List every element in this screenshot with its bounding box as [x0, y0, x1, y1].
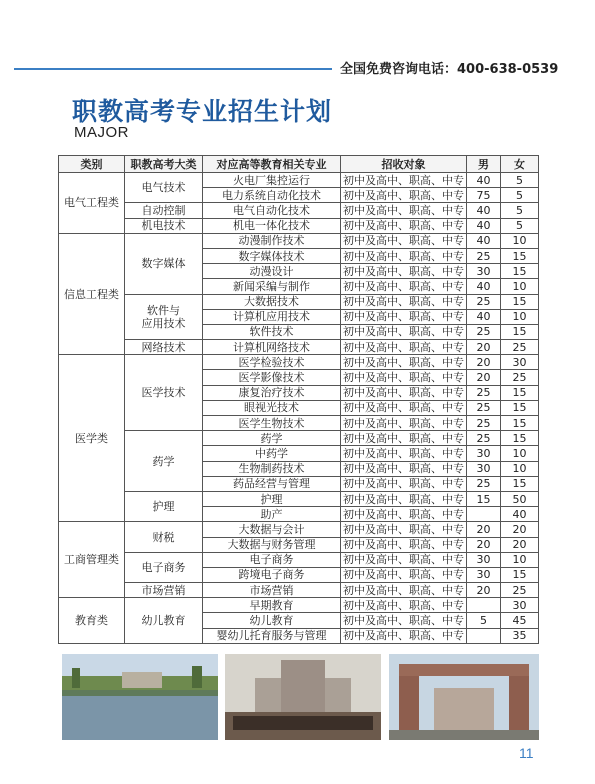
- header-female: 女: [501, 156, 539, 173]
- exam-group-cell: 电气技术: [125, 173, 203, 203]
- target-cell: 初中及高中、职高、中专: [341, 552, 467, 567]
- header-target: 招收对象: [341, 156, 467, 173]
- target-cell: 初中及高中、职高、中专: [341, 461, 467, 476]
- male-count-cell: 30: [467, 446, 501, 461]
- major-cell: 计算机应用技术: [203, 309, 341, 324]
- female-count-cell: 10: [501, 446, 539, 461]
- category-cell: 医学类: [59, 355, 125, 522]
- target-cell: 初中及高中、职高、中专: [341, 583, 467, 598]
- male-count-cell: 40: [467, 233, 501, 248]
- major-cell: 护理: [203, 491, 341, 506]
- male-count-cell: 40: [467, 218, 501, 233]
- major-cell: 早期教育: [203, 598, 341, 613]
- major-cell: 数字媒体技术: [203, 248, 341, 263]
- male-count-cell: 25: [467, 431, 501, 446]
- male-count-cell: 25: [467, 400, 501, 415]
- target-cell: 初中及高中、职高、中专: [341, 324, 467, 339]
- female-count-cell: 5: [501, 173, 539, 188]
- exam-group-cell: 护理: [125, 491, 203, 521]
- target-cell: 初中及高中、职高、中专: [341, 173, 467, 188]
- table-row: [59, 355, 539, 370]
- table-row: [59, 233, 539, 248]
- exam-group-cell: 财税: [125, 522, 203, 552]
- target-cell: 初中及高中、职高、中专: [341, 355, 467, 370]
- male-count-cell: 25: [467, 416, 501, 431]
- female-count-cell: 15: [501, 294, 539, 309]
- male-count-cell: 20: [467, 583, 501, 598]
- header-category: 类别: [59, 156, 125, 173]
- male-count-cell: 25: [467, 385, 501, 400]
- major-cell: 电子商务: [203, 552, 341, 567]
- major-cell: 医学检验技术: [203, 355, 341, 370]
- campus-lake-photo: [62, 654, 218, 740]
- major-cell: 大数据与会计: [203, 522, 341, 537]
- exam-group-cell: 医学技术: [125, 355, 203, 431]
- table-row: [59, 522, 539, 537]
- female-count-cell: 15: [501, 476, 539, 491]
- table-body: [59, 173, 539, 644]
- female-count-cell: 15: [501, 400, 539, 415]
- female-count-cell: 10: [501, 461, 539, 476]
- major-cell: 软件技术: [203, 324, 341, 339]
- female-count-cell: 50: [501, 491, 539, 506]
- female-count-cell: 10: [501, 309, 539, 324]
- male-count-cell: 20: [467, 355, 501, 370]
- target-cell: 初中及高中、职高、中专: [341, 598, 467, 613]
- target-cell: 初中及高中、职高、中专: [341, 537, 467, 552]
- major-cell: 大数据技术: [203, 294, 341, 309]
- table-row: [59, 294, 539, 309]
- exam-group-cell: 药学: [125, 431, 203, 492]
- target-cell: 初中及高中、职高、中专: [341, 613, 467, 628]
- target-cell: 初中及高中、职高、中专: [341, 233, 467, 248]
- male-count-cell: 20: [467, 370, 501, 385]
- header-major: 对应高等教育相关专业: [203, 156, 341, 173]
- male-count-cell: 30: [467, 264, 501, 279]
- major-cell: 助产: [203, 507, 341, 522]
- header-male: 男: [467, 156, 501, 173]
- female-count-cell: 15: [501, 385, 539, 400]
- table-header-row: [59, 156, 539, 173]
- exam-group-cell: 机电技术: [125, 218, 203, 233]
- table-row: [59, 173, 539, 188]
- exam-group-cell: 网络技术: [125, 340, 203, 355]
- target-cell: 初中及高中、职高、中专: [341, 264, 467, 279]
- table-row: [59, 583, 539, 598]
- exam-group-cell: 市场营销: [125, 583, 203, 598]
- male-count-cell: 15: [467, 491, 501, 506]
- female-count-cell: 15: [501, 567, 539, 582]
- female-count-cell: 15: [501, 248, 539, 263]
- male-count-cell: 40: [467, 203, 501, 218]
- female-count-cell: 25: [501, 340, 539, 355]
- target-cell: 初中及高中、职高、中专: [341, 491, 467, 506]
- female-count-cell: 30: [501, 598, 539, 613]
- major-cell: 火电厂集控运行: [203, 173, 341, 188]
- major-cell: 市场营销: [203, 583, 341, 598]
- table-row: [59, 491, 539, 506]
- target-cell: 初中及高中、职高、中专: [341, 340, 467, 355]
- female-count-cell: 30: [501, 355, 539, 370]
- exam-group-cell: 自动控制: [125, 203, 203, 218]
- target-cell: 初中及高中、职高、中专: [341, 218, 467, 233]
- female-count-cell: 25: [501, 583, 539, 598]
- table-row: [59, 552, 539, 567]
- target-cell: 初中及高中、职高、中专: [341, 567, 467, 582]
- male-count-cell: 30: [467, 567, 501, 582]
- male-count-cell: 25: [467, 324, 501, 339]
- major-cell: 康复治疗技术: [203, 385, 341, 400]
- page-title: 职教高考专业招生计划: [72, 97, 333, 126]
- male-count-cell: [467, 507, 501, 522]
- male-count-cell: 5: [467, 613, 501, 628]
- header-exam-group: 职教高考大类: [125, 156, 203, 173]
- hotline-text: 全国免费咨询电话：400-638-0539: [340, 62, 559, 77]
- target-cell: 初中及高中、职高、中专: [341, 431, 467, 446]
- exam-group-cell: 软件与 应用技术: [125, 294, 203, 340]
- male-count-cell: 40: [467, 309, 501, 324]
- page-subtitle: MAJOR: [74, 124, 129, 141]
- table-row: [59, 598, 539, 613]
- female-count-cell: 10: [501, 279, 539, 294]
- male-count-cell: 25: [467, 294, 501, 309]
- female-count-cell: 5: [501, 203, 539, 218]
- female-count-cell: 15: [501, 416, 539, 431]
- target-cell: 初中及高中、职高、中专: [341, 476, 467, 491]
- female-count-cell: 10: [501, 552, 539, 567]
- major-cell: 大数据与财务管理: [203, 537, 341, 552]
- major-cell: 医学生物技术: [203, 416, 341, 431]
- female-count-cell: 10: [501, 233, 539, 248]
- major-cell: 生物制药技术: [203, 461, 341, 476]
- exam-group-cell: 幼儿教育: [125, 598, 203, 644]
- female-count-cell: 15: [501, 264, 539, 279]
- male-count-cell: 20: [467, 340, 501, 355]
- male-count-cell: 30: [467, 552, 501, 567]
- female-count-cell: 5: [501, 218, 539, 233]
- exam-group-cell: 电子商务: [125, 552, 203, 582]
- female-count-cell: 5: [501, 188, 539, 203]
- major-cell: 婴幼儿托育服务与管理: [203, 628, 341, 643]
- major-cell: 动漫制作技术: [203, 233, 341, 248]
- major-cell: 眼视光技术: [203, 400, 341, 415]
- page-number: 11: [519, 745, 534, 761]
- photo-strip: [62, 654, 539, 740]
- header-rule: [14, 68, 332, 70]
- female-count-cell: 15: [501, 431, 539, 446]
- exam-group-cell: 数字媒体: [125, 233, 203, 294]
- table-row: [59, 218, 539, 233]
- female-count-cell: 35: [501, 628, 539, 643]
- male-count-cell: 20: [467, 537, 501, 552]
- target-cell: 初中及高中、职高、中专: [341, 507, 467, 522]
- target-cell: 初中及高中、职高、中专: [341, 385, 467, 400]
- male-count-cell: 30: [467, 461, 501, 476]
- major-cell: 幼儿教育: [203, 613, 341, 628]
- enrollment-table: [58, 155, 539, 644]
- campus-gate-photo: [389, 654, 539, 740]
- male-count-cell: 25: [467, 248, 501, 263]
- table-row: [59, 203, 539, 218]
- category-cell: 教育类: [59, 598, 125, 644]
- target-cell: 初中及高中、职高、中专: [341, 309, 467, 324]
- female-count-cell: 15: [501, 324, 539, 339]
- male-count-cell: 40: [467, 279, 501, 294]
- female-count-cell: 45: [501, 613, 539, 628]
- category-cell: 信息工程类: [59, 233, 125, 355]
- target-cell: 初中及高中、职高、中专: [341, 248, 467, 263]
- major-cell: 电气自动化技术: [203, 203, 341, 218]
- major-cell: 医学影像技术: [203, 370, 341, 385]
- target-cell: 初中及高中、职高、中专: [341, 203, 467, 218]
- target-cell: 初中及高中、职高、中专: [341, 446, 467, 461]
- major-cell: 药品经营与管理: [203, 476, 341, 491]
- male-count-cell: 25: [467, 476, 501, 491]
- female-count-cell: 25: [501, 370, 539, 385]
- category-cell: 电气工程类: [59, 173, 125, 234]
- male-count-cell: [467, 598, 501, 613]
- male-count-cell: 75: [467, 188, 501, 203]
- major-cell: 跨境电子商务: [203, 567, 341, 582]
- target-cell: 初中及高中、职高、中专: [341, 188, 467, 203]
- female-count-cell: 20: [501, 537, 539, 552]
- target-cell: 初中及高中、职高、中专: [341, 279, 467, 294]
- major-cell: 新闻采编与制作: [203, 279, 341, 294]
- male-count-cell: 20: [467, 522, 501, 537]
- target-cell: 初中及高中、职高、中专: [341, 416, 467, 431]
- table-row: [59, 340, 539, 355]
- male-count-cell: [467, 628, 501, 643]
- target-cell: 初中及高中、职高、中专: [341, 400, 467, 415]
- target-cell: 初中及高中、职高、中专: [341, 522, 467, 537]
- major-cell: 药学: [203, 431, 341, 446]
- target-cell: 初中及高中、职高、中专: [341, 294, 467, 309]
- category-cell: 工商管理类: [59, 522, 125, 598]
- male-count-cell: 40: [467, 173, 501, 188]
- major-cell: 电力系统自动化技术: [203, 188, 341, 203]
- major-cell: 计算机网络技术: [203, 340, 341, 355]
- female-count-cell: 20: [501, 522, 539, 537]
- table-row: [59, 431, 539, 446]
- major-cell: 中药学: [203, 446, 341, 461]
- campus-building-photo: [225, 654, 381, 740]
- target-cell: 初中及高中、职高、中专: [341, 370, 467, 385]
- major-cell: 动漫设计: [203, 264, 341, 279]
- major-cell: 机电一体化技术: [203, 218, 341, 233]
- target-cell: 初中及高中、职高、中专: [341, 628, 467, 643]
- female-count-cell: 40: [501, 507, 539, 522]
